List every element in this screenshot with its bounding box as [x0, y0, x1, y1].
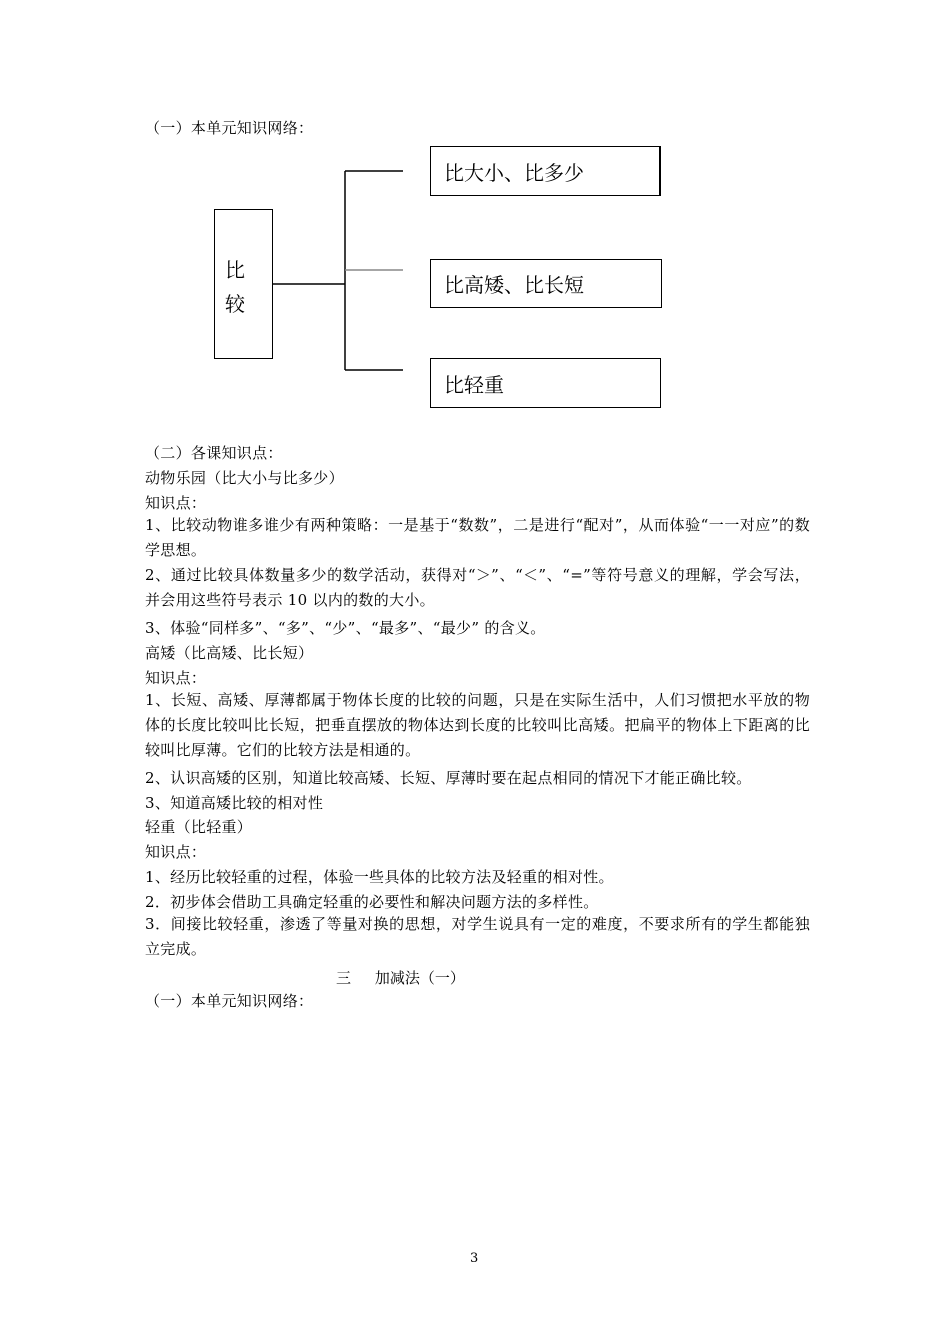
section-title: 三 加减法（一）	[336, 969, 465, 987]
paragraph: 3、体验“同样多”、“多”、“少”、“最多”、“最少” 的含义。	[145, 619, 546, 637]
root-char-2: 较	[225, 292, 245, 316]
knowledge-points-label: 知识点：	[145, 669, 207, 687]
page-number: 3	[470, 1251, 479, 1266]
knowledge-points-label: 知识点：	[145, 494, 207, 512]
paragraph: 3．间接比较轻重，渗透了等量对换的思想，对学生说具有一定的难度，不要求所有的学生都能独立完成。	[145, 915, 810, 958]
lesson-points-heading: （二）各课知识点：	[145, 444, 283, 462]
paragraph: 1、比较动物谁多谁少有两种策略：一是基于“数数”，二是进行“配对”，从而体验“一一对应”的数学思想。	[145, 516, 810, 559]
knowledge-network-diagram	[0, 0, 950, 440]
unit-network-heading: （一）本单元知识网络：	[145, 119, 314, 137]
branch-box-height-length	[430, 259, 662, 308]
branch-box-weight	[430, 358, 661, 408]
root-box-compare	[214, 209, 273, 359]
branch-label: 比高矮、比长短	[444, 273, 584, 297]
paragraph: 2、认识高矮的区别，知道比较高矮、长短、厚薄时要在起点相同的情况下才能正确比较。	[145, 769, 752, 787]
lesson-title: 动物乐园（比大小与比多少）	[145, 469, 344, 487]
knowledge-points-label: 知识点：	[145, 843, 207, 861]
paragraph: 2．初步体会借助工具确定轻重的必要性和解决问题方法的多样性。	[145, 893, 599, 911]
branch-label: 比大小、比多少	[444, 160, 584, 185]
paragraph: 2、通过比较具体数量多少的数学活动，获得对“＞”、“＜”、“=”等符号意义的理解，学会写法，并会用这些符号表示 10 以内的数的大小。	[145, 566, 810, 609]
root-char-1: 比	[225, 258, 245, 282]
paragraph: 3、知道高矮比较的相对性	[145, 794, 324, 812]
branch-label: 比轻重	[444, 372, 504, 397]
paragraph: 1、经历比较轻重的过程，体验一些具体的比较方法及轻重的相对性。	[145, 868, 614, 886]
branch-box-size-quantity	[430, 146, 661, 196]
unit-network-heading: （一）本单元知识网络：	[145, 992, 314, 1010]
lesson-title: 轻重（比轻重）	[145, 818, 253, 836]
lesson-title: 高矮（比高矮、比长短）	[145, 644, 314, 662]
paragraph: 1、长短、高矮、厚薄都属于物体长度的比较的问题，只是在实际生活中，人们习惯把水平放的物体的长度比较叫比长短，把垂直摆放的物体达到长度的比较叫比高矮。把扁平的物体上下距离的比较叫比厚薄。它们的比较方法是相通的。	[145, 691, 810, 759]
